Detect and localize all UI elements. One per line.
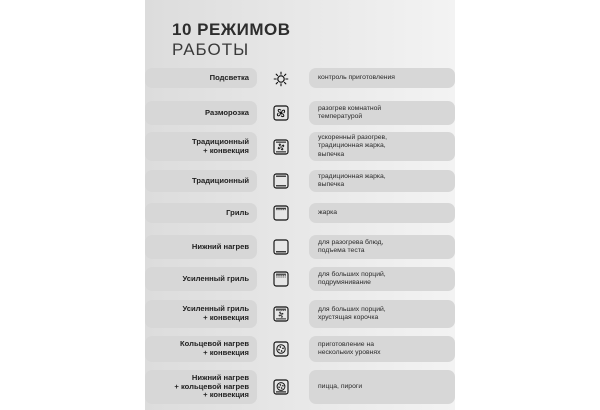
- mode-description: жарка: [318, 208, 338, 216]
- mode-description: разогрев комнатной температурой: [318, 104, 382, 120]
- mode-row-grill: [145, 203, 455, 223]
- mode-name: Нижний нагрев + кольцевой нагрев + конвекция: [174, 372, 249, 400]
- mode-description: для больших порций, хрустящая корочка: [318, 305, 386, 321]
- ring-heat-convection-icon: [272, 340, 290, 358]
- mode-description: для разогрева блюд, подъема теста: [318, 238, 384, 254]
- mode-description: контроль приготовления: [318, 73, 395, 81]
- mode-description: традиционная жарка, выпечка: [318, 172, 386, 188]
- mode-description: для больших порций, подрумянивание: [318, 270, 386, 286]
- mode-name: Нижний нагрев: [191, 241, 249, 251]
- enhanced-grill-icon: [272, 270, 290, 288]
- mode-description: ускоренный разогрев, традиционная жарка, выпечка: [318, 134, 388, 158]
- defrost-icon: [272, 104, 290, 122]
- mode-name: Гриль: [226, 207, 249, 217]
- mode-row-defrost: [145, 101, 455, 125]
- traditional-icon: [272, 172, 290, 190]
- mode-row-light: [145, 68, 455, 88]
- mode-name: Разморозка: [205, 107, 249, 117]
- mode-row-traditional: [145, 170, 455, 192]
- mode-row-enhanced-grill: [145, 267, 455, 291]
- mode-name: Традиционный: [191, 175, 249, 185]
- grill-icon: [272, 204, 290, 222]
- mode-name: Кольцевой нагрев + конвекция: [180, 339, 249, 357]
- mode-row-traditional-convection: [145, 132, 455, 161]
- traditional-convection-icon: [272, 138, 290, 156]
- page-title: 10 РЕЖИМОВ: [172, 20, 291, 39]
- enhanced-grill-convection-icon: [272, 305, 290, 323]
- bottom-ring-convection-icon: [272, 378, 290, 396]
- bottom-heat-icon: [272, 238, 290, 256]
- mode-name: Традиционный + конвекция: [191, 136, 249, 155]
- mode-description: пицца, пироги: [318, 382, 363, 390]
- mode-name: Подсветка: [209, 72, 249, 82]
- mode-row-ring-heat-convection: [145, 336, 455, 362]
- mode-row-bottom-ring-convection: [145, 370, 455, 404]
- page-subtitle: РАБОТЫ: [172, 40, 250, 59]
- mode-description: приготовление на нескольких уровнях: [318, 340, 381, 356]
- light-icon: [272, 69, 290, 87]
- mode-name: Усиленный гриль + конвекция: [182, 304, 249, 322]
- mode-row-bottom-heat: [145, 235, 455, 259]
- mode-row-enhanced-grill-convection: [145, 300, 455, 328]
- mode-name: Усиленный гриль: [182, 273, 249, 283]
